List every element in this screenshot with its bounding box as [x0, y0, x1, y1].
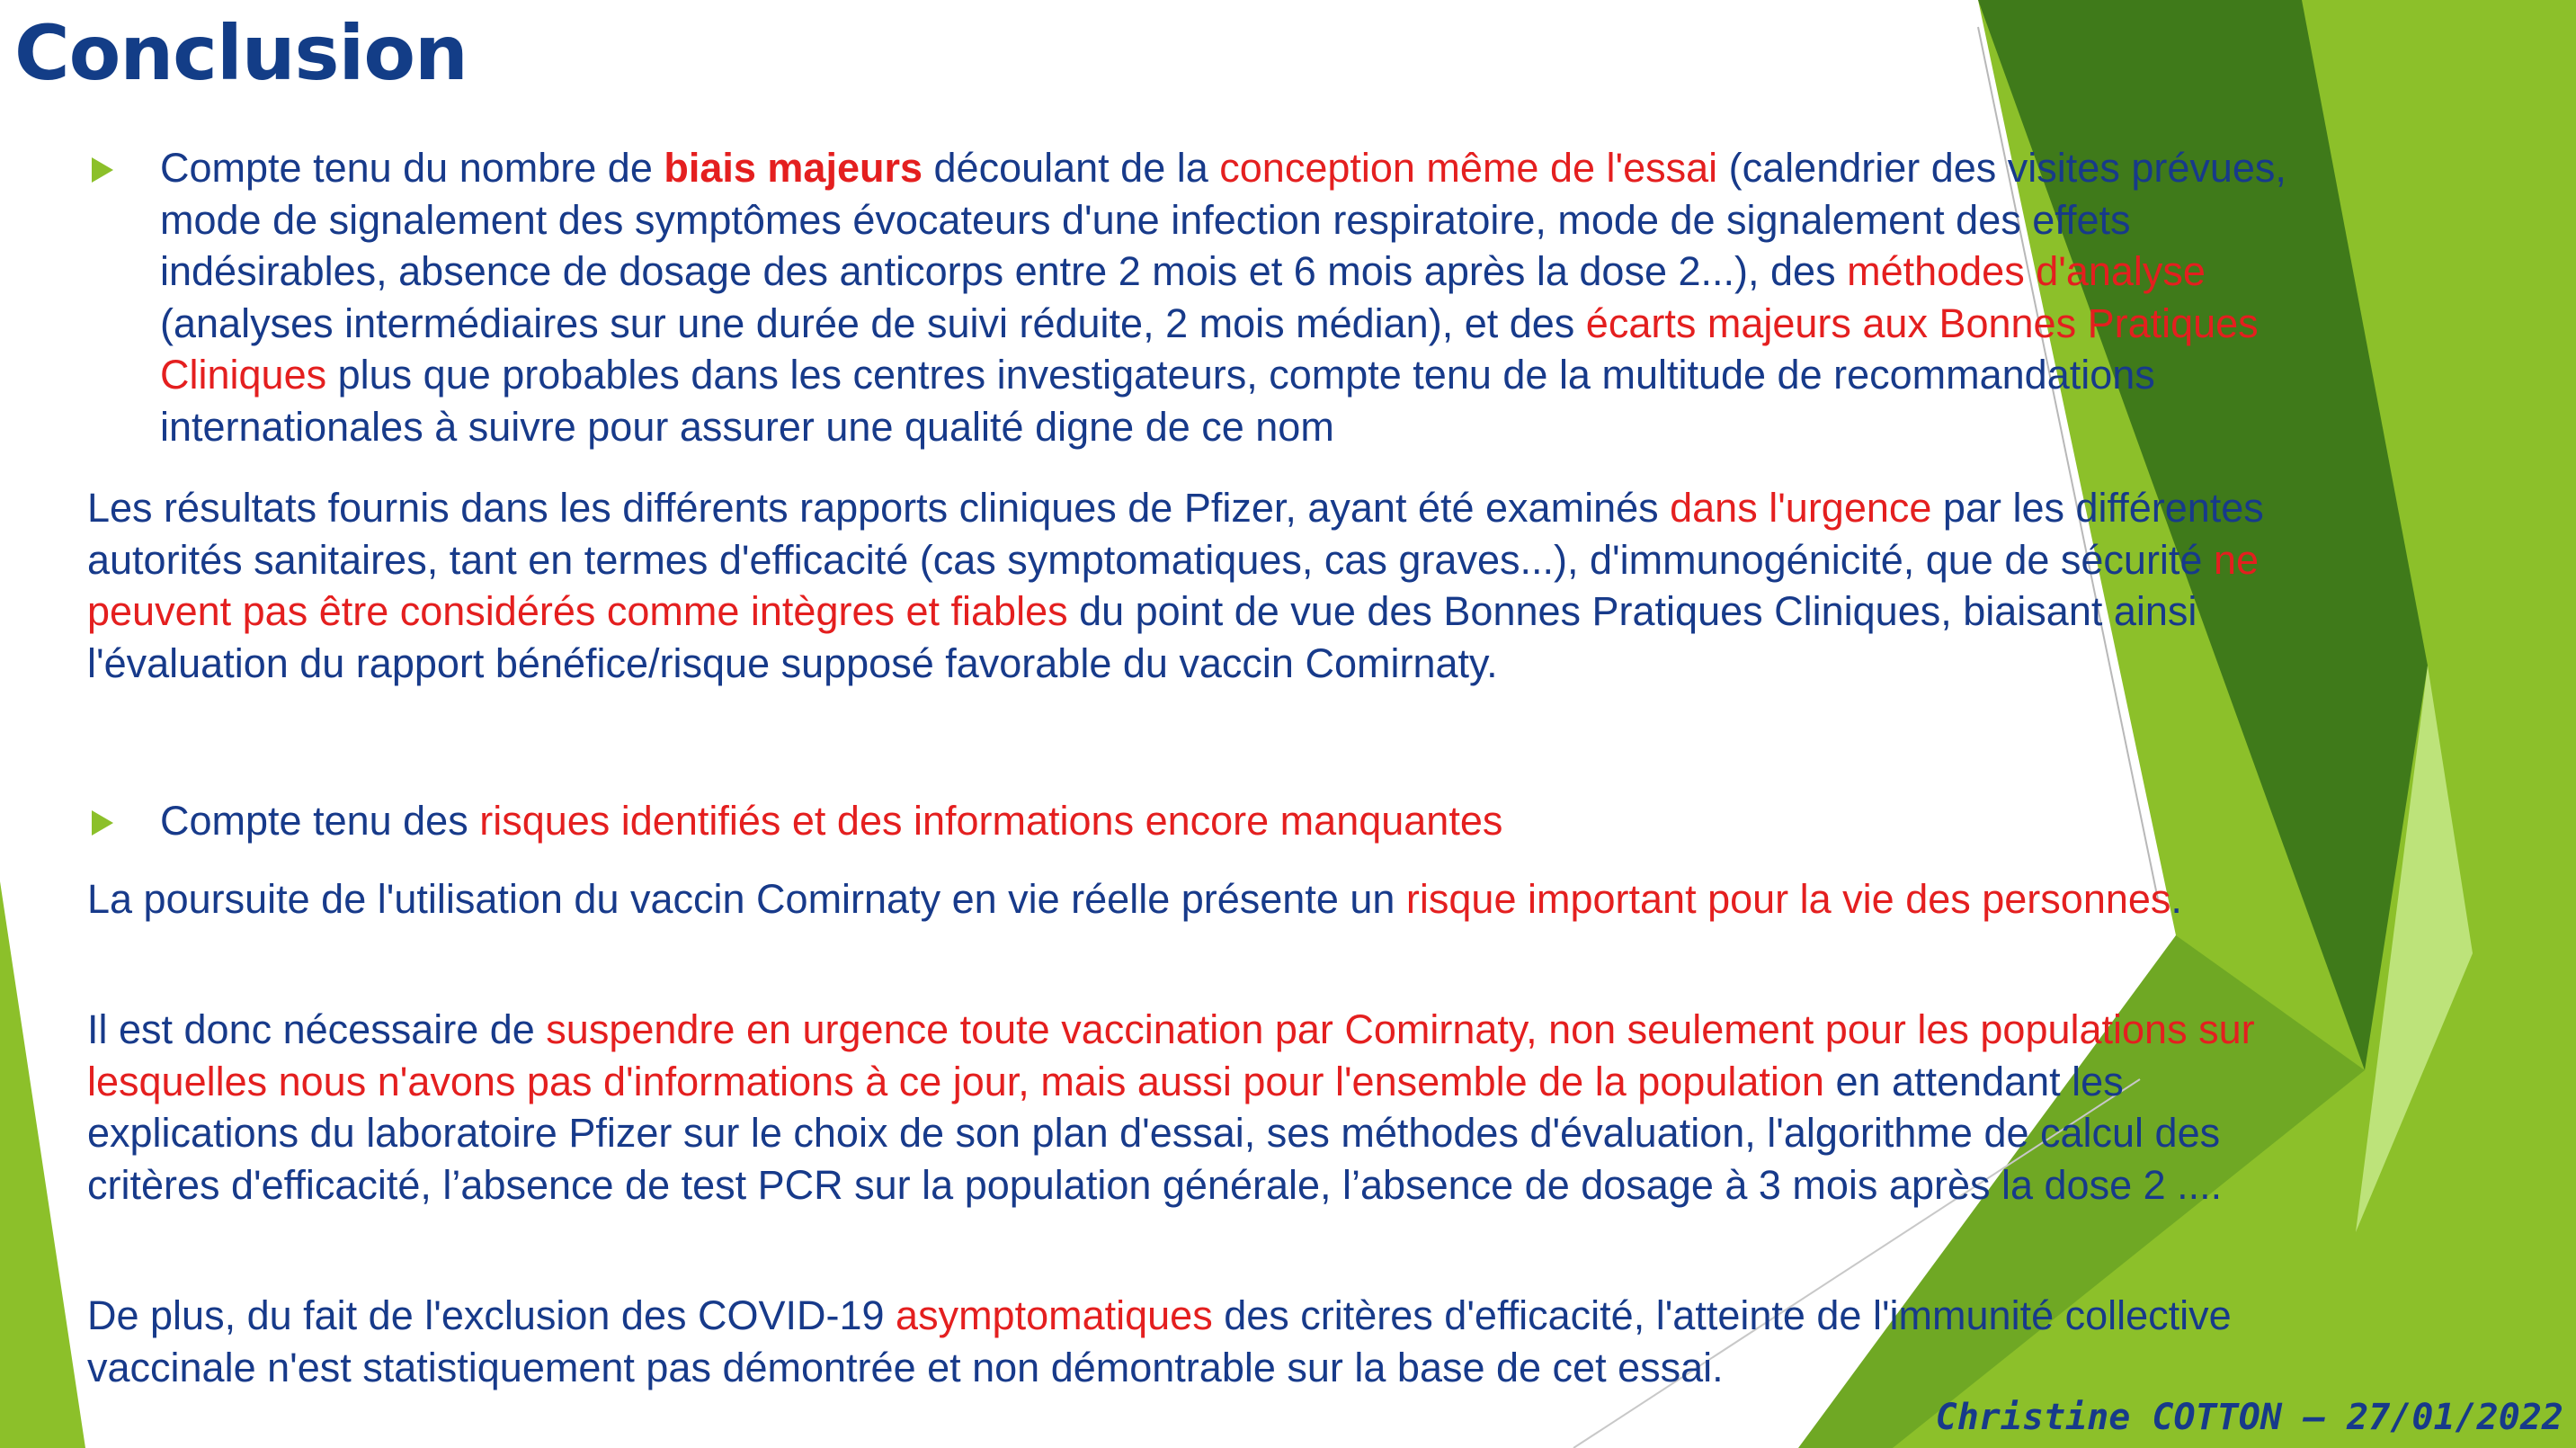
bullet-arrow-icon — [92, 810, 113, 836]
text-run: Compte tenu du nombre de — [160, 145, 664, 191]
text-run: La poursuite de l'utilisation du vaccin Comirnaty en vie réelle présente un — [87, 876, 1406, 922]
author-signature: Christine COTTON – 27/01/2022 — [1935, 1397, 2563, 1438]
text-run: De plus, du fait de l'exclusion des COVID-19 — [87, 1292, 896, 1338]
text-run: découlant de la — [923, 145, 1220, 191]
text-run: Il est donc nécessaire de — [87, 1006, 547, 1052]
highlight-text: écarts majeurs aux Bonnes Pratiques Cliniques — [160, 299, 2259, 398]
text-run: plus que probables dans les centres investigateurs, compte tenu de la multitude de recommandations internationales à suivre pour assurer une qualité digne de ce nom — [160, 352, 2155, 450]
highlight-text: méthodes d'analyse — [1847, 248, 2206, 294]
text-run: Les résultats fournis dans les différents rapports cliniques de Pfizer, ayant été examinés — [87, 485, 1671, 531]
paragraph-collective-immunity — [87, 1290, 2281, 1393]
bullet-item-risks — [160, 795, 2291, 847]
bullet-arrow-icon — [92, 157, 113, 183]
paragraph-real-life-risk — [87, 873, 2281, 925]
highlight-text: risques identifiés et des informations encore manquantes — [479, 798, 1503, 844]
text-run: Compte tenu des — [160, 798, 480, 844]
highlight-text: risque important pour la vie des personnes — [1405, 876, 2171, 922]
text-run: . — [2170, 876, 2182, 922]
highlight-text: ne peuvent pas être considérés comme intègres et fiables — [87, 536, 2260, 634]
slide-title: Conclusion — [14, 9, 468, 97]
bullet-item-biases — [160, 142, 2291, 452]
text-run: en attendant les explications du laboratoire Pfizer sur le choix de son plan d'essai, ses méthodes d'évaluation, l'algorithme de calcul des critères d'efficacité, l’absence de test PCR sur la population générale, l’absence de dosage à 3 mois après la dose 2 .... — [87, 1058, 2223, 1208]
text-run: par les différentes autorités sanitaires, tant en termes d'efficacité (cas symptomatiques, cas graves...), d'immunogénicité, que de sécurité — [87, 485, 2264, 583]
paragraph-suspension — [87, 1004, 2281, 1211]
text-run: (analyses intermédiaires sur une durée de suivi réduite, 2 mois médian), et des — [160, 299, 1586, 346]
highlight-text: asymptomatiques — [896, 1292, 1213, 1338]
text-run: des critères d'efficacité, l'atteinte de l'immunité collective vaccinale n'est statistiquement pas démontrée et non démontrable sur la base de cet essai. — [87, 1292, 2232, 1390]
highlight-text: dans l'urgence — [1670, 485, 1932, 531]
paragraph-results — [87, 482, 2281, 689]
text-run: du point de vue des Bonnes Pratiques Cliniques, biaisant ainsi l'évaluation du rapport bénéfice/risque supposé favorable du vaccin Comirnaty. — [87, 588, 2197, 686]
text-run: (calendrier des visites prévues, mode de signalement des symptômes évocateurs d'une infection respiratoire, mode de signalement des effets indésirables, absence de dosage des anticorps entre 2 mois et 6 mois après la dose 2...), des — [160, 145, 2286, 294]
highlight-text: suspendre en urgence toute vaccination par Comirnaty, non seulement pour les populations sur lesquelles nous n'avons pas d'informations à ce jour, mais aussi pour l'ensemble de la population — [87, 1006, 2255, 1104]
highlight-text: biais majeurs — [664, 145, 923, 191]
highlight-text: conception même de l'essai — [1219, 145, 1718, 191]
